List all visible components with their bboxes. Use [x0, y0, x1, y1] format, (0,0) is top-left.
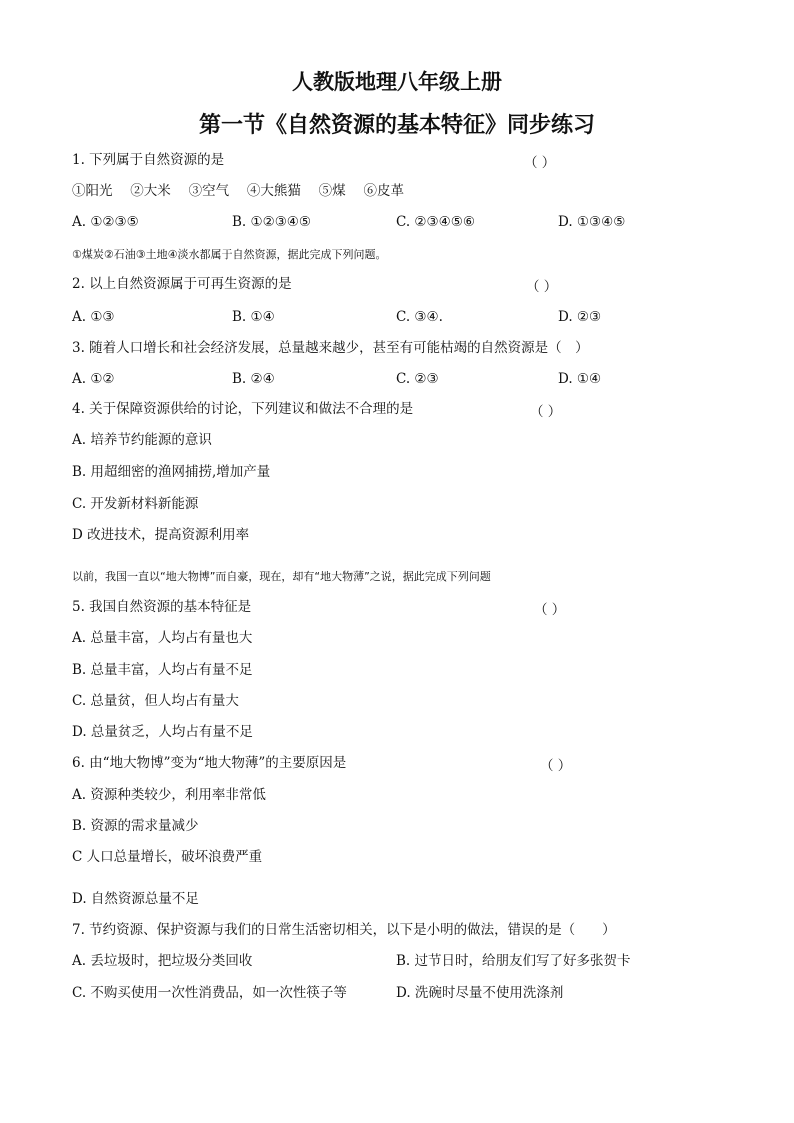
question-1-stem: 1. 下列属于自然资源的是 — [72, 152, 225, 168]
question-2-stem: 2. 以上自然资源属于可再生资源的是 — [72, 276, 292, 292]
question-1-option-c: C. ②③④⑤⑥ — [396, 214, 475, 230]
question-3-option-c: C. ②③ — [396, 371, 439, 387]
question-5-option-b: B. 总量丰富，人均占有量不足 — [72, 662, 253, 678]
question-6-answer-paren: （ ） — [540, 758, 572, 774]
question-1-option-d: D. ①③④⑤ — [558, 214, 626, 230]
question-5-stem: 5. 我国自然资源的基本特征是 — [72, 599, 252, 615]
question-7-stem: 7. 节约资源、保护资源与我们的日常生活密切相关，以下是小明的做法，错误的是（ ） — [72, 922, 616, 938]
question-6-stem: 6. 由“地大物博”变为“地大物薄”的主要原因是 — [72, 755, 347, 771]
question-2-option-d: D. ②③ — [558, 309, 602, 325]
question-6-option-c: C 人口总量增长，破坏浪费严重 — [72, 849, 263, 865]
question-5-answer-paren: （ ） — [534, 602, 566, 618]
question-5-option-d: D. 总量贫乏，人均占有量不足 — [72, 724, 253, 740]
question-5-option-a: A. 总量丰富，人均占有量也大 — [72, 630, 253, 646]
question-3-option-b: B. ②④ — [232, 371, 275, 387]
question-4-option-c: C. 开发新材料新能源 — [72, 496, 199, 512]
question-4-option-d: D 改进技术，提高资源利用率 — [72, 527, 250, 543]
question-2-option-b: B. ①④ — [232, 309, 275, 325]
question-3-option-a: A. ①② — [72, 371, 115, 387]
question-1-option-a: A. ①②③⑤ — [72, 214, 139, 230]
passage-intro-2: 以前，我国一直以“地大物博”而自豪，现在，却有“地大物薄”之说，据此完成下列问题 — [72, 570, 491, 583]
question-4-option-a: A. 培养节约能源的意识 — [72, 432, 212, 448]
question-7-option-b: B. 过节日时，给朋友们写了好多张贺卡 — [396, 953, 631, 969]
page-subtitle: 第一节《自然资源的基本特征》同步练习 — [198, 112, 595, 138]
question-5-option-c: C. 总量贫，但人均占有量大 — [72, 693, 239, 709]
question-1-answer-paren: （ ） — [524, 155, 556, 171]
question-6-option-d: D. 自然资源总量不足 — [72, 891, 199, 907]
question-2-answer-paren: （ ） — [526, 279, 558, 295]
question-1-option-b: B. ①②③④⑤ — [232, 214, 312, 230]
question-7-option-c: C. 不购买使用一次性消费品，如一次性筷子等 — [72, 985, 347, 1001]
question-4-answer-paren: （ ） — [530, 404, 562, 420]
question-6-option-b: B. 资源的需求量减少 — [72, 818, 199, 834]
question-7-option-a: A. 丢垃圾时，把垃圾分类回收 — [72, 953, 253, 969]
question-4-option-b: B. 用超细密的渔网捕捞,增加产量 — [72, 464, 271, 480]
question-2-option-a: A. ①③ — [72, 309, 115, 325]
question-3-stem: 3. 随着人口增长和社会经济发展，总量越来越少，甚至有可能枯竭的自然资源是（ ） — [72, 340, 589, 356]
question-7-option-d: D. 洗碗时尽量不使用洗涤剂 — [396, 985, 564, 1001]
question-4-stem: 4. 关于保障资源供给的讨论，下列建议和做法不合理的是 — [72, 401, 414, 417]
question-2-option-c: C. ③④. — [396, 309, 443, 325]
page-title: 人教版地理八年级上册 — [292, 69, 502, 94]
question-6-option-a: A. 资源种类较少，利用率非常低 — [72, 787, 266, 803]
passage-intro-1: ①煤炭②石油③土地④淡水都属于自然资源，据此完成下列问题。 — [72, 248, 387, 261]
question-1-items: ①阳光 ②大米 ③空气 ④大熊猫 ⑤煤 ⑥皮革 — [72, 183, 404, 199]
question-3-option-d: D. ①④ — [558, 371, 602, 387]
